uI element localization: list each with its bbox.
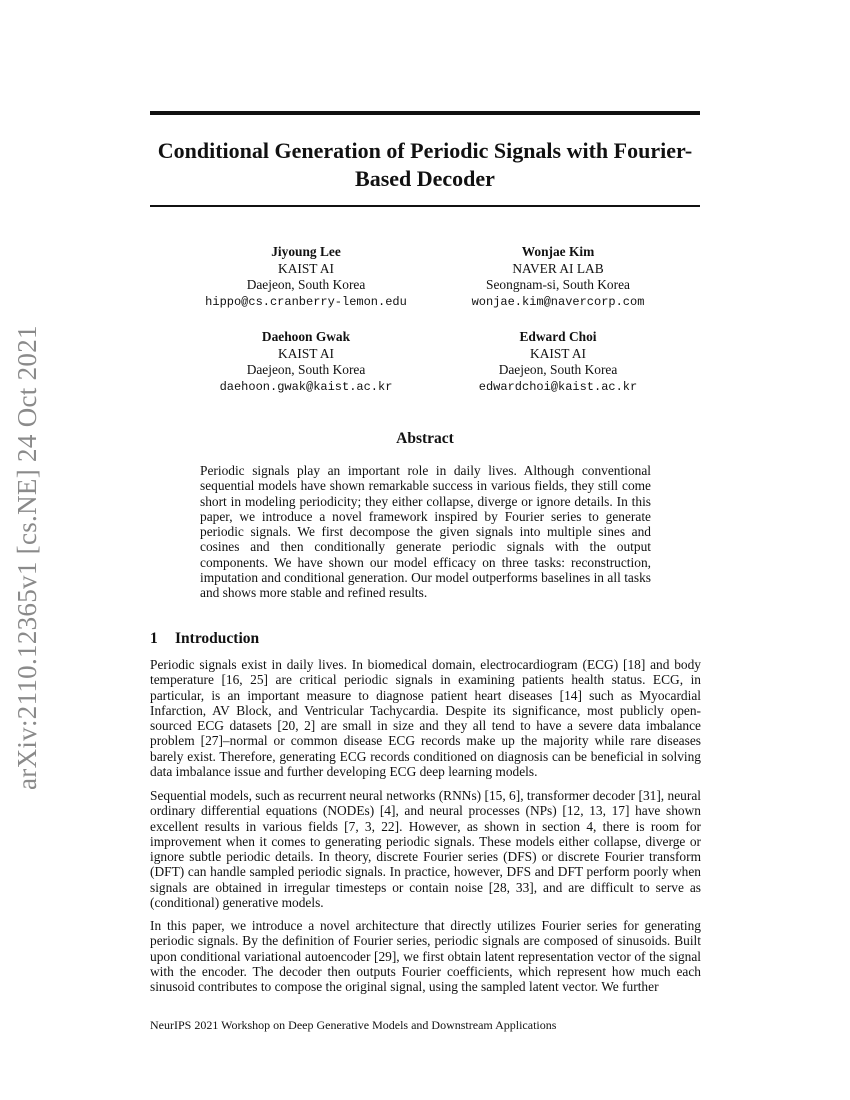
abstract-heading: Abstract — [396, 430, 454, 447]
author-name: Jiyoung Lee — [271, 244, 341, 259]
author-block — [428, 329, 688, 395]
section-heading — [150, 630, 259, 648]
section-number: 1 — [150, 630, 158, 647]
author-affiliation: NAVER AI LAB — [512, 260, 604, 276]
author-affiliation: KAIST AI — [530, 345, 586, 361]
author-email: hippo@cs.cranberry-lemon.edu — [205, 294, 407, 309]
author-location: Seongnam-si, South Korea — [486, 277, 630, 293]
title-top-rule — [150, 111, 700, 115]
section-title: Introduction — [175, 630, 260, 647]
title-bottom-rule — [150, 205, 700, 207]
author-block — [428, 244, 688, 310]
author-name: Edward Choi — [519, 329, 597, 344]
author-email: daehoon.gwak@kaist.ac.kr — [219, 379, 393, 394]
arxiv-identifier-stamp: arXiv:2110.12365v1 [cs.NE] 24 Oct 2021 — [12, 325, 42, 790]
body-paragraph: Periodic signals exist in daily lives. In biomedical domain, electrocardiogram (ECG) [18] and body temperature [16, 25] are critical periodic signals in examining patients health status. ECG, in particular, is an important measure to diagnose patient heart diseases [14] such as Myocardial Infarction, AV Block, and Ventricular Tachycardia. Despite its significance, most publicly open-sourced ECG datasets [20, 2] are small in size and they all tend to have a severe data imbalance problem [27]–normal or common disease ECG records make up the majority while rare diseases barely exist. Therefore, generating ECG records conditioned on diagnosis can be beneficial in solving data imbalance issue and further developing ECG deep learning models. — [150, 657, 701, 780]
author-location: Daejeon, South Korea — [246, 277, 366, 293]
author-location: Daejeon, South Korea — [498, 362, 618, 378]
venue-footer: NeurIPS 2021 Workshop on Deep Generative Models and Downstream Applications — [150, 1018, 557, 1032]
author-email: wonjae.kim@navercorp.com — [471, 294, 645, 309]
author-location: Daejeon, South Korea — [246, 362, 366, 378]
author-affiliation: KAIST AI — [278, 345, 334, 361]
abstract-text: Periodic signals play an important role in daily lives. Although conventional sequential models have shown remarkable success in various fields, they still come short in modeling periodicity; they either collapse, diverge or ignore details. In this paper, we introduce a novel framework inspired by Fourier series to generate periodic signals. We first decompose the given signals into multiple sines and cosines and then conditionally generate periodic signals with the output components. We have shown our model efficacy on three tasks: reconstruction, imputation and conditional generation. Our model outperforms baselines in all tasks and shows more stable and refined results. — [200, 463, 651, 601]
author-affiliation: KAIST AI — [278, 260, 334, 276]
author-block — [176, 244, 436, 310]
author-block — [176, 329, 436, 395]
author-name: Daehoon Gwak — [261, 329, 351, 344]
body-paragraph: Sequential models, such as recurrent neural networks (RNNs) [15, 6], transformer decoder [31], neural ordinary differential equations (NODEs) [4], and neural processes (NPs) [12, 13, 17] have shown excellent results in various fields [7, 3, 22]. However, as shown in section 4, there is room for improvement when it comes to generating periodic signals. These models either collapse, diverge or ignore subtle periodic details. In theory, discrete Fourier series (DFS) or discrete Fourier transform (DFT) can handle sampled periodic signals. In practice, however, DFS and DFT perform poorly when signals are obtained in irregular timesteps or contain noise [28, 33], and are difficult to serve as (conditional) generative models. — [150, 788, 701, 911]
paper-title: Conditional Generation of Periodic Signals with Fourier-Based Decoder — [157, 138, 693, 191]
author-email: edwardchoi@kaist.ac.kr — [478, 379, 638, 394]
author-name: Wonjae Kim — [521, 244, 595, 259]
body-paragraph: In this paper, we introduce a novel architecture that directly utilizes Fourier series for generating periodic signals. By the definition of Fourier series, periodic signals are composed of sinusoids. Built upon conditional variational autoencoder [29], we first obtain latent representation vector of the signal with the encoder. The decoder then outputs Fourier coefficients, which represent how much each sinusoid contributes to compose the original signal, using the sampled latent vector. We further — [150, 918, 701, 995]
